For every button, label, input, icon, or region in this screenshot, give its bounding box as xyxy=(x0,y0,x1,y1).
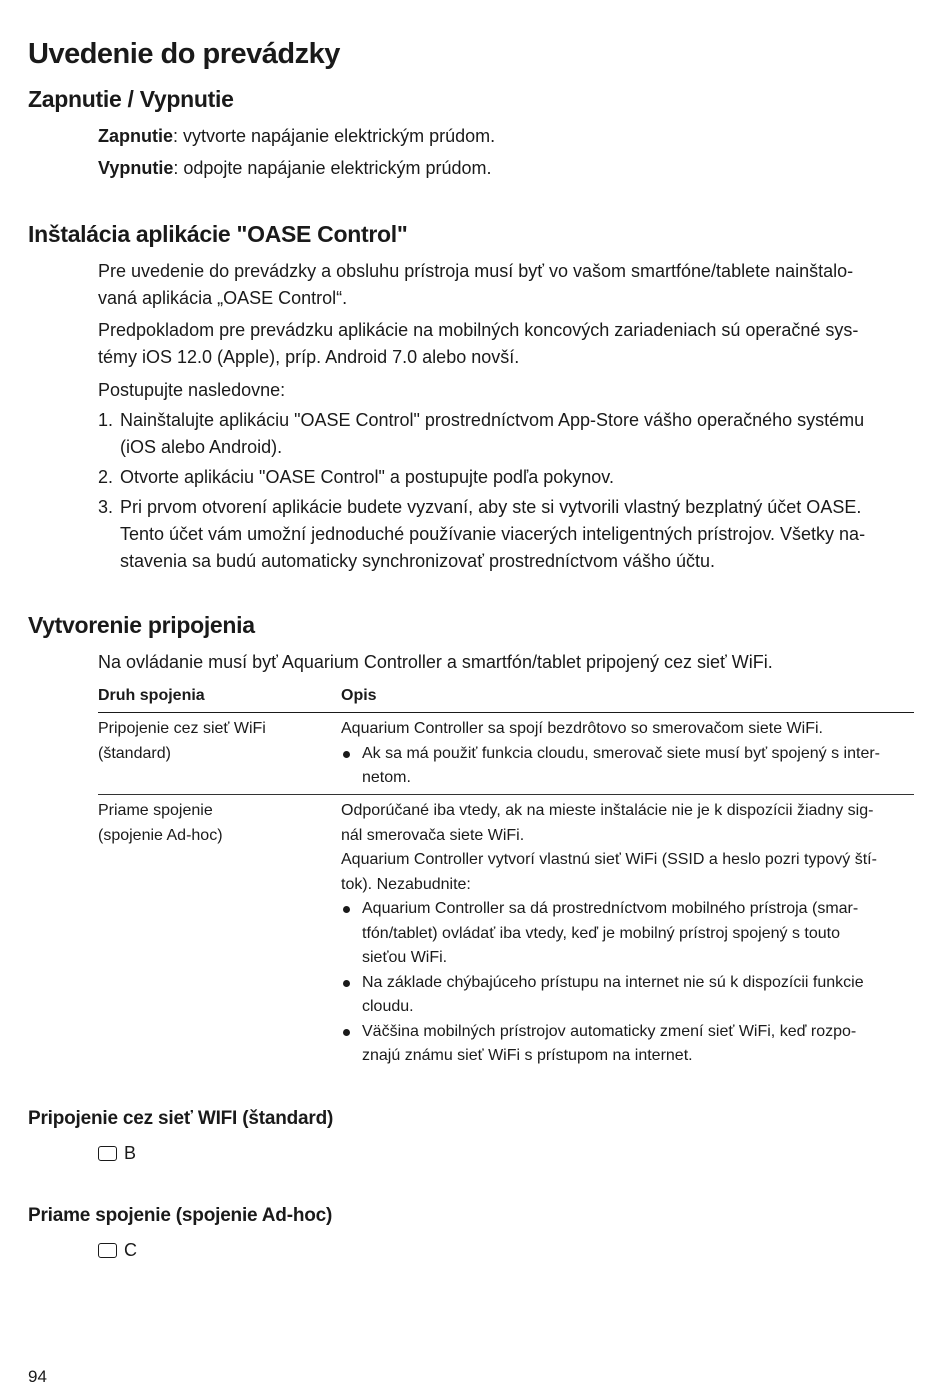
figure-reference-letter: B xyxy=(124,1143,137,1163)
on-instruction xyxy=(98,123,918,150)
column-header-type: Druh spojenia xyxy=(98,687,205,704)
heading-on-off: Zapnutie / Vypnutie xyxy=(28,86,234,112)
figure-reference-b xyxy=(98,1143,136,1164)
row-type-line: Pripojenie cez sieť WiFi xyxy=(98,720,266,737)
step-number: 1. xyxy=(98,410,114,430)
bullet-line: znajú známu sieť WiFi s prístupom na internet. xyxy=(362,1047,693,1064)
table-row xyxy=(98,713,914,795)
page-title: Uvedenie do prevádzky xyxy=(28,38,340,70)
row-description xyxy=(341,799,914,1069)
step-line: (iOS alebo Android). xyxy=(120,437,283,457)
step-line: Otvorte aplikáciu "OASE Control" a postupujte podľa pokynov. xyxy=(120,467,614,487)
connection-table xyxy=(98,684,914,1073)
bullet-list xyxy=(341,897,914,1069)
bullet-list xyxy=(341,742,914,791)
row-desc-text xyxy=(341,848,914,897)
row-desc-line: tok). Nezabudnite: xyxy=(341,875,471,893)
row-type-line: Priame spojenie xyxy=(98,802,213,819)
row-type-line: (štandard) xyxy=(98,744,171,762)
connection-intro: Na ovládanie musí byť Aquarium Controller a smartfón/tablet pripojený cez sieť WiFi. xyxy=(98,652,773,672)
app-p1-line2: vaná aplikácia „OASE Control“. xyxy=(98,288,348,308)
column-header-description: Opis xyxy=(341,687,377,704)
heading-adhoc-connection: Priame spojenie (spojenie Ad-hoc) xyxy=(28,1205,333,1226)
table-header xyxy=(98,684,914,713)
step-line: Pri prvom otvorení aplikácie budete vyzvaní, aby ste si vytvorili vlastný bezplatný účet OASE. xyxy=(120,497,862,517)
heading-app-install: Inštalácia aplikácie "OASE Control" xyxy=(28,221,408,247)
table-row xyxy=(98,795,914,1073)
row-type xyxy=(98,799,328,848)
row-desc-line: nál smerovača siete WiFi. xyxy=(341,826,525,844)
off-text: : odpojte napájanie elektrickým prúdom. xyxy=(173,158,492,178)
step-line: Nainštalujte aplikáciu "OASE Control" prostredníctvom App-Store vášho operačného systému xyxy=(120,410,865,430)
off-instruction xyxy=(98,155,918,182)
bullet-line: Na základe chýbajúceho prístupu na internet nie sú k dispozícii funkcie xyxy=(362,973,864,991)
bullet-line: Ak sa má použiť funkcia cloudu, smerovač siete musí byť spojený s inter- xyxy=(362,744,880,762)
step-item xyxy=(98,464,918,491)
step-number: 3. xyxy=(98,497,114,517)
bullet-line: cloudu. xyxy=(362,998,414,1015)
bullet-item xyxy=(341,1020,914,1069)
bullet-line: netom. xyxy=(362,769,411,786)
bullet-line: Väčšina mobilných prístrojov automaticky zmení sieť WiFi, keď rozpo- xyxy=(362,1022,857,1040)
row-desc-text xyxy=(341,799,914,848)
step-item xyxy=(98,494,918,575)
row-desc-line: Aquarium Controller vytvorí vlastnú sieť WiFi (SSID a heslo pozri typový ští- xyxy=(341,851,877,868)
app-p2-line2: témy iOS 12.0 (Apple), príp. Android 7.0 alebo novší. xyxy=(98,347,520,367)
bullet-line: sieťou WiFi. xyxy=(362,949,448,966)
on-label: Zapnutie xyxy=(98,126,173,146)
step-number: 2. xyxy=(98,467,114,487)
app-paragraph-3: Postupujte nasledovne: xyxy=(98,380,286,400)
off-label: Vypnutie xyxy=(98,158,174,178)
figure-reference-c xyxy=(98,1240,137,1261)
figure-reference-icon xyxy=(98,1243,117,1258)
bullet-item xyxy=(341,742,914,791)
row-type-line: (spojenie Ad-hoc) xyxy=(98,826,223,844)
page-number: 94 xyxy=(28,1367,47,1386)
bullet-item xyxy=(341,971,914,1020)
app-paragraph-1 xyxy=(98,258,918,312)
step-item xyxy=(98,407,918,461)
heading-connection: Vytvorenie pripojenia xyxy=(28,612,255,638)
heading-wifi-connection: Pripojenie cez sieť WIFI (štandard) xyxy=(28,1108,334,1129)
on-text: : vytvorte napájanie elektrickým prúdom. xyxy=(173,126,496,146)
step-line: Tento účet vám umožní jednoduché používanie viacerých inteligentných prístrojov. Všetky na- xyxy=(120,524,866,544)
figure-reference-letter: C xyxy=(124,1240,137,1260)
step-line: stavenia sa budú automaticky synchronizovať prostredníctvom vášho účtu. xyxy=(120,551,716,571)
bullet-line: Aquarium Controller sa dá prostredníctvom mobilného prístroja (smar- xyxy=(362,900,859,917)
bullet-line: tfón/tablet) ovládať iba vtedy, keď je mobilný prístroj spojený s touto xyxy=(362,924,841,942)
row-desc-text: Aquarium Controller sa spojí bezdrôtovo so smerovačom siete WiFi. xyxy=(341,720,823,737)
figure-reference-icon xyxy=(98,1146,117,1161)
row-desc-line: Odporúčané iba vtedy, ak na mieste inštalácie nie je k dispozícii žiadny sig- xyxy=(341,802,874,819)
row-description xyxy=(341,717,914,791)
app-p2-line1: Predpokladom pre prevádzku aplikácie na mobilných koncových zariadeniach sú operačné sys- xyxy=(98,320,859,340)
bullet-item xyxy=(341,897,914,971)
app-paragraph-2 xyxy=(98,317,918,371)
app-p1-line1: Pre uvedenie do prevádzky a obsluhu prístroja musí byť vo vašom smartfóne/tablete nainštalo- xyxy=(98,261,854,281)
row-type xyxy=(98,717,328,766)
install-steps xyxy=(98,407,918,578)
